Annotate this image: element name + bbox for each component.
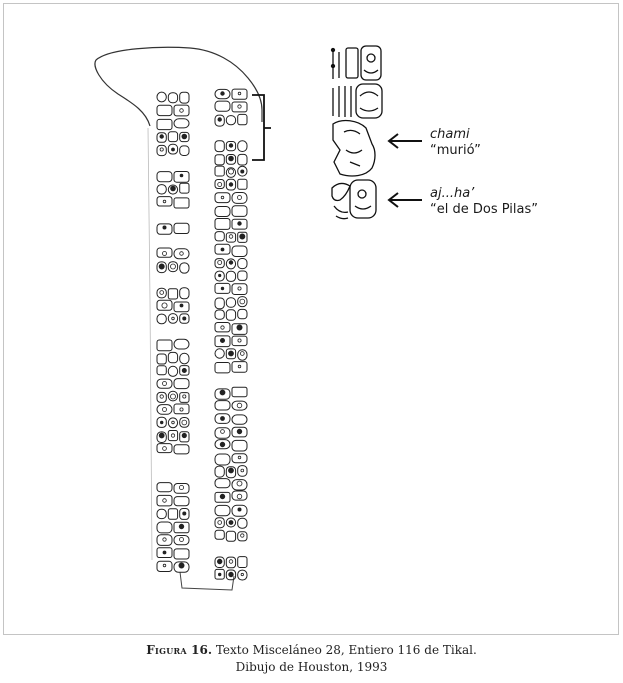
glyph-dot — [240, 352, 244, 356]
glyph-block — [232, 284, 247, 295]
glyph-dot — [172, 421, 175, 424]
glyph-block — [215, 298, 224, 309]
glyph-calendar-mid — [333, 84, 382, 118]
glyph-block — [168, 366, 177, 376]
glyph-block — [174, 404, 189, 414]
glyph-column-right — [215, 89, 247, 580]
glyph-block — [157, 119, 172, 129]
glyph-dot — [229, 572, 234, 577]
glyph-dot — [241, 170, 244, 173]
glyph-dot — [237, 494, 242, 499]
figure-caption — [0, 642, 623, 676]
glyph-dot — [240, 234, 245, 239]
glyph-dot — [182, 134, 187, 139]
glyph-dot — [163, 538, 166, 541]
glyph-block — [180, 418, 189, 428]
glyph-block — [157, 483, 172, 492]
glyph-block — [168, 352, 177, 362]
glyph-dot — [229, 235, 233, 239]
glyph-block — [180, 146, 189, 156]
glyph-block — [232, 102, 247, 112]
glyph-block — [180, 288, 189, 299]
glyph-block — [157, 185, 166, 194]
glyph-dot — [241, 573, 243, 575]
glyph-calendar-top — [332, 46, 382, 80]
glyph-dot — [238, 456, 241, 459]
glyph-dot — [163, 499, 167, 503]
glyph-dot — [182, 368, 186, 372]
glyph-block — [215, 166, 224, 176]
glyph-block — [238, 141, 247, 152]
glyph-dot — [163, 551, 166, 554]
glyph-dot — [180, 174, 183, 177]
glyph-dot — [183, 512, 186, 515]
glyph-block — [232, 362, 247, 373]
glyph-dot — [238, 365, 241, 368]
glyph-dot — [180, 304, 183, 307]
glyph-block — [174, 484, 189, 494]
glyph-column-left — [157, 92, 189, 572]
glyph-block — [238, 179, 247, 189]
glyph-dot — [163, 226, 166, 229]
glyph-dot — [171, 264, 176, 269]
glyph-block — [238, 309, 247, 318]
glyph-block — [157, 340, 172, 351]
caption-text-1: Texto Misceláneo 28, Entiero 116 de Tikal. — [215, 643, 477, 657]
glyph-block — [174, 105, 189, 116]
glyph-block — [157, 522, 172, 533]
glyph-dot — [163, 447, 167, 451]
annotation-aj-ha-term: aj...ha’ — [430, 186, 475, 201]
glyph-dot — [218, 521, 222, 525]
glyph-block — [215, 466, 224, 477]
glyph-dot — [160, 291, 164, 295]
glyph-block — [215, 310, 224, 319]
glyph-dot — [218, 118, 222, 122]
glyph-block — [215, 530, 224, 539]
glyph-block — [238, 259, 247, 269]
glyph-dot — [219, 274, 221, 276]
glyph-block — [180, 353, 189, 364]
glyph-block — [215, 207, 230, 217]
glyph-block — [174, 339, 189, 349]
glyph-dot — [180, 252, 184, 256]
glyph-block — [238, 114, 247, 124]
glyph-block — [215, 259, 224, 268]
bone-outline — [95, 47, 262, 126]
glyph-block — [238, 557, 247, 568]
glyph-block — [215, 323, 230, 332]
glyph-dot — [160, 148, 163, 151]
glyph-dot — [220, 338, 224, 342]
glyph-dot — [179, 524, 184, 529]
glyph-dot — [220, 442, 225, 447]
glyph-dot — [217, 559, 222, 564]
glyph-block — [157, 197, 172, 206]
glyph-dot — [229, 183, 233, 187]
glyph-dot — [241, 534, 244, 537]
glyph-block — [180, 92, 189, 103]
glyph-block — [157, 172, 172, 182]
glyph-block — [168, 509, 177, 519]
glyph-chami — [333, 121, 375, 176]
glyph-dot — [179, 563, 184, 568]
glyph-dot — [221, 417, 225, 421]
glyph-block — [157, 366, 166, 375]
glyph-block — [157, 105, 172, 115]
glyph-dot — [159, 433, 164, 438]
caption-number: 16. — [191, 643, 213, 657]
glyph-dot — [163, 408, 167, 412]
glyph-dot — [218, 573, 221, 576]
glyph-block — [174, 223, 189, 233]
glyph-block — [168, 418, 177, 428]
glyph-block — [238, 570, 247, 580]
glyph-block — [174, 445, 189, 454]
glyph-block — [226, 116, 235, 125]
glyph-block — [238, 518, 247, 528]
glyph-dot — [182, 433, 186, 437]
glyph-block — [157, 300, 172, 310]
glyph-block — [168, 314, 177, 324]
glyph-block — [215, 479, 230, 488]
glyph-dot — [221, 248, 224, 251]
glyph-block — [226, 310, 235, 321]
glyph-block — [174, 198, 189, 208]
glyph-block — [215, 349, 224, 358]
glyph-block — [215, 193, 230, 203]
glyph-block — [174, 497, 189, 506]
glyph-block — [215, 401, 230, 410]
annotation-chami — [430, 127, 481, 159]
glyph-block — [157, 495, 172, 506]
glyph-block — [215, 505, 230, 515]
glyph-block — [174, 549, 189, 559]
glyph-block — [226, 531, 235, 541]
glyph-block — [238, 297, 247, 307]
glyph-block — [232, 336, 247, 346]
glyph-block — [180, 393, 189, 403]
glyph-dot — [229, 261, 233, 265]
glyph-dot — [172, 317, 175, 320]
glyph-dot — [163, 382, 167, 386]
glyph-block — [157, 535, 172, 546]
glyph-dot — [221, 430, 225, 434]
annotation-chami-gloss: “murió” — [430, 143, 481, 158]
glyph-dot — [218, 183, 222, 187]
glyph-block — [180, 263, 189, 273]
glyph-dot — [221, 287, 224, 290]
glyph-dot — [238, 92, 241, 95]
glyph-block — [215, 180, 224, 189]
glyph-block — [215, 232, 224, 241]
glyph-dot — [160, 421, 163, 424]
arrow-chami — [389, 134, 422, 148]
glyph-block — [215, 219, 230, 230]
glyph-aj-ha — [332, 180, 376, 219]
caption-line-1 — [0, 642, 623, 659]
glyph-block — [157, 392, 166, 402]
glyph-block — [157, 92, 166, 102]
glyph-dot — [220, 494, 225, 499]
glyph-block — [168, 132, 177, 142]
glyph-block — [215, 155, 224, 165]
glyph-block — [157, 405, 172, 415]
glyph-block — [174, 536, 189, 545]
glyph-block — [238, 271, 247, 280]
glyph-dot — [179, 485, 183, 489]
annotation-chami-term: chami — [430, 127, 470, 142]
glyph-dot — [183, 395, 186, 398]
glyph-dot — [237, 403, 242, 408]
glyph-block — [232, 89, 247, 99]
glyph-block — [226, 298, 235, 308]
glyph-dot — [172, 148, 175, 151]
glyph-block — [157, 444, 172, 453]
glyph-dot — [238, 287, 241, 290]
glyph-dot — [229, 144, 233, 148]
glyph-block — [232, 401, 247, 410]
glyph-dot — [238, 222, 242, 226]
caption-label: Figura — [146, 643, 187, 657]
glyph-dot — [180, 408, 183, 411]
glyph-dot — [163, 200, 166, 203]
annotation-aj-ha-gloss: “el de Dos Pilas” — [430, 202, 538, 217]
glyph-block — [215, 141, 224, 152]
glyph-block — [157, 288, 166, 298]
glyph-detail — [332, 46, 383, 219]
glyph-dot — [238, 105, 241, 108]
bone-edge-left — [148, 128, 152, 560]
glyph-dot — [229, 560, 233, 564]
glyph-dot — [238, 508, 241, 511]
glyph-block — [168, 289, 177, 299]
glyph-block — [232, 440, 247, 451]
glyph-dot — [229, 521, 233, 525]
glyph-dot — [160, 135, 164, 139]
glyph-dot — [180, 109, 184, 113]
glyph-block — [168, 93, 177, 103]
glyph-block — [238, 466, 247, 477]
glyph-block — [232, 415, 247, 424]
glyph-block — [215, 363, 230, 373]
glyph-dot — [228, 169, 233, 174]
glyph-dot — [237, 325, 242, 330]
glyph-block — [215, 518, 224, 528]
glyph-block — [232, 206, 247, 217]
glyph-dot — [171, 186, 176, 191]
glyph-dot — [171, 394, 176, 399]
glyph-block — [238, 154, 247, 165]
glyph-block — [168, 391, 177, 401]
glyph-dot — [229, 468, 234, 473]
glyph-block — [157, 314, 166, 324]
glyph-dot — [229, 156, 234, 161]
glyph-block — [157, 145, 166, 155]
glyph-dot — [220, 390, 225, 395]
glyph-dot — [180, 538, 184, 542]
glyph-dot — [229, 351, 234, 356]
glyph-dot — [183, 317, 186, 320]
glyph-dot — [221, 196, 224, 199]
glyph-dot — [182, 420, 187, 425]
glyph-dot — [221, 326, 224, 329]
glyph-block — [232, 246, 247, 257]
glyph-block — [157, 379, 172, 388]
glyph-dot — [221, 92, 225, 96]
caption-line-2: Dibujo de Houston, 1993 — [235, 660, 388, 674]
glyph-block — [157, 354, 166, 364]
glyph-dot — [160, 395, 163, 398]
glyph-block — [232, 454, 247, 463]
glyph-block — [232, 387, 247, 397]
glyph-dot — [237, 481, 242, 486]
glyph-dot — [240, 299, 245, 304]
glyph-dot — [171, 434, 174, 437]
glyph-dot — [163, 252, 167, 256]
glyph-block — [232, 193, 247, 204]
annotation-aj-ha — [430, 186, 538, 218]
glyph-dot — [241, 469, 244, 472]
glyph-dot — [162, 303, 167, 308]
glyph-block — [238, 532, 247, 541]
glyph-dot — [218, 261, 222, 265]
glyph-dot — [238, 339, 241, 342]
glyph-dot — [159, 264, 164, 269]
glyph-block — [215, 101, 230, 111]
glyph-block — [174, 119, 189, 128]
glyph-block — [174, 379, 189, 389]
arrow-aj-ha — [389, 193, 422, 207]
glyph-dot — [237, 429, 242, 434]
glyph-block — [226, 233, 235, 242]
glyph-dot — [163, 564, 166, 567]
glyph-block — [157, 509, 166, 518]
glyph-block — [215, 454, 230, 465]
glyph-block — [168, 262, 177, 272]
glyph-block — [174, 249, 189, 259]
glyph-block — [180, 183, 189, 193]
glyph-block — [168, 431, 177, 441]
glyph-dot — [238, 196, 242, 200]
glyph-block — [226, 557, 235, 568]
glyph-block — [226, 271, 235, 281]
glyph-block — [157, 248, 172, 257]
